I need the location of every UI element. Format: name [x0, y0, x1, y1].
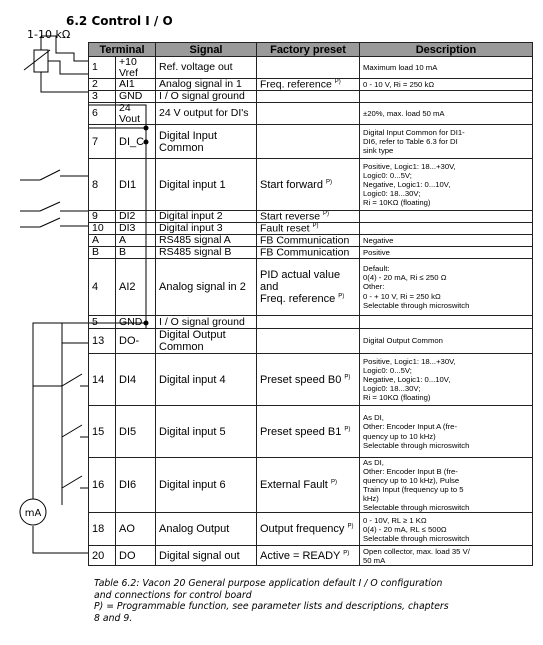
- table-row: [89, 458, 533, 513]
- factory-preset-cell: [257, 57, 360, 79]
- factory-preset-text: FB Communication: [260, 246, 350, 259]
- terminal-number: 6: [89, 103, 116, 125]
- programmable-mark: P): [326, 178, 333, 185]
- signal-cell: Digital input 6: [156, 458, 257, 513]
- description-cell: [360, 223, 533, 235]
- header-terminal: Terminal: [89, 43, 156, 57]
- terminal-name: +10 Vref: [116, 57, 156, 79]
- table-row: [89, 159, 533, 211]
- factory-preset-text: Preset speed B0: [260, 373, 342, 386]
- caption-line: Table 6.2: Vacon 20 General purpose application default I / O configuration: [94, 578, 443, 589]
- terminal-name: DI4: [116, 354, 156, 406]
- factory-preset-text: Freq. reference: [260, 78, 332, 91]
- programmable-mark: P): [338, 293, 345, 300]
- table-row: [89, 513, 533, 546]
- factory-preset-cell: [257, 329, 360, 354]
- description-cell: [360, 316, 533, 329]
- table-row: [89, 103, 533, 125]
- factory-preset-cell: [257, 513, 360, 546]
- caption-line: P) = Programmable function, see parameter lists and descriptions, chapters: [94, 601, 449, 613]
- description-cell: Negative: [360, 235, 533, 247]
- description-cell: 0 - 10V, RL ≥ 1 KΩ 0(4) - 20 mA, RL ≤ 500Ω Selectable through microswitch: [360, 513, 533, 546]
- terminal-number: A: [89, 235, 116, 247]
- factory-preset-cell: [257, 125, 360, 159]
- switch-di2: [40, 202, 60, 211]
- factory-preset-cell: [257, 159, 360, 211]
- factory-preset-text: Fault reset: [260, 222, 310, 235]
- description-cell: [360, 91, 533, 103]
- signal-cell: RS485 signal A: [156, 235, 257, 247]
- caption-line: 8 and 9.: [94, 612, 133, 624]
- programmable-mark: P): [323, 211, 330, 217]
- programmable-mark: P): [344, 373, 351, 380]
- table-row: [89, 91, 533, 103]
- factory-preset-cell: [257, 546, 360, 566]
- description-cell: Maximum load 10 mA: [360, 57, 533, 79]
- description-cell: 0 - 10 V, Ri = 250 kΩ: [360, 79, 533, 91]
- terminal-name: GND: [116, 91, 156, 103]
- terminal-name: AI1: [116, 79, 156, 91]
- terminal-number: 9: [89, 211, 116, 223]
- description-cell: Digital Input Common for DI1- DI6, refer to Table 6.3 for DI sink type: [360, 125, 533, 159]
- terminal-number: 15: [89, 406, 116, 458]
- terminal-name: AO: [116, 513, 156, 546]
- terminal-number: 1: [89, 57, 116, 79]
- factory-preset-text: Start reverse: [260, 210, 321, 223]
- programmable-mark: P): [312, 223, 319, 229]
- description-cell: Digital Output Common: [360, 329, 533, 354]
- description-cell: As DI, Other: Encoder Input B (fre- quency up to 10 kHz), Pulse Train Input (frequency up to 5 kHz) Selectable through microswitch: [360, 458, 533, 513]
- potentiometer-label: 1-10 kΩ: [27, 28, 71, 41]
- description-cell: Positive, Logic1: 18...+30V, Logic0: 0...5V; Negative, Logic1: 0...10V, Logic0: 18...30V; Ri = 10KΩ (floating): [360, 159, 533, 211]
- table-row: [89, 211, 533, 223]
- terminal-name: DO-: [116, 329, 156, 354]
- terminal-name: DI5: [116, 406, 156, 458]
- switch-di4: [62, 374, 82, 386]
- factory-preset-text: Preset speed B1: [260, 425, 342, 438]
- table-row: [89, 247, 533, 259]
- factory-preset-cell: [257, 458, 360, 513]
- terminal-number: 10: [89, 223, 116, 235]
- terminal-number: 8: [89, 159, 116, 211]
- table-row: [89, 354, 533, 406]
- terminal-name: 24 Vout: [116, 103, 156, 125]
- factory-preset-text: Output frequency: [260, 523, 345, 536]
- terminal-name: DI6: [116, 458, 156, 513]
- section-title: Control I / O: [91, 14, 173, 28]
- factory-preset-text: Start forward: [260, 178, 323, 191]
- switch-di5: [62, 425, 82, 437]
- signal-cell: Digital signal out: [156, 546, 257, 566]
- terminal-name: DI3: [116, 223, 156, 235]
- signal-cell: Digital input 1: [156, 159, 257, 211]
- factory-preset-cell: [257, 406, 360, 458]
- terminal-number: 13: [89, 329, 116, 354]
- factory-preset-cell: [257, 223, 360, 235]
- description-cell: Default: 0(4) - 20 mA, Ri ≤ 250 Ω Other: 0 - + 10 V, Ri = 250 kΩ Selectable through microswitch: [360, 259, 533, 316]
- signal-cell: I / O signal ground: [156, 91, 257, 103]
- signal-cell: Analog Output: [156, 513, 257, 546]
- factory-preset-cell: [257, 354, 360, 406]
- terminal-number: 4: [89, 259, 116, 316]
- factory-preset-cell: [257, 211, 360, 223]
- signal-cell: Analog signal in 2: [156, 259, 257, 316]
- table-row: [89, 316, 533, 329]
- factory-preset-text: FB Communication: [260, 234, 350, 247]
- factory-preset-cell: [257, 91, 360, 103]
- ammeter-label: mA: [24, 508, 42, 519]
- description-cell: Positive, Logic1: 18...+30V, Logic0: 0...5V; Negative, Logic1: 0...10V, Logic0: 18...30V; Ri = 10KΩ (floating): [360, 354, 533, 406]
- terminal-name: DI2: [116, 211, 156, 223]
- header-factory-preset: Factory preset: [257, 43, 360, 57]
- terminal-number: B: [89, 247, 116, 259]
- terminal-number: 7: [89, 125, 116, 159]
- signal-cell: I / O signal ground: [156, 316, 257, 329]
- terminal-number: 20: [89, 546, 116, 566]
- signal-cell: Ref. voltage out: [156, 57, 257, 79]
- signal-cell: Analog signal in 1: [156, 79, 257, 91]
- signal-cell: Digital input 5: [156, 406, 257, 458]
- table-row: [89, 125, 533, 159]
- table-row: [89, 406, 533, 458]
- switch-di1: [40, 170, 60, 180]
- header-description: Description: [360, 43, 533, 57]
- caption-line: and connections for control board: [94, 589, 252, 601]
- table-row: [89, 57, 533, 79]
- terminal-name: GND: [116, 316, 156, 329]
- terminal-number: 3: [89, 91, 116, 103]
- factory-preset-text: External Fault: [260, 479, 328, 492]
- table-header: [89, 43, 533, 57]
- table-row: [89, 329, 533, 354]
- signal-cell: Digital Output Common: [156, 329, 257, 354]
- terminal-number: 5: [89, 316, 116, 329]
- table-row: [89, 259, 533, 316]
- signal-cell: RS485 signal B: [156, 247, 257, 259]
- terminal-name: DO: [116, 546, 156, 566]
- factory-preset-cell: [257, 247, 360, 259]
- programmable-mark: P): [334, 79, 341, 85]
- terminal-number: 2: [89, 79, 116, 91]
- description-cell: Positive: [360, 247, 533, 259]
- factory-preset-cell: [257, 103, 360, 125]
- io-table: [88, 42, 533, 566]
- terminal-number: 14: [89, 354, 116, 406]
- factory-preset-cell: [257, 316, 360, 329]
- programmable-mark: P): [343, 550, 350, 557]
- section-number: 6.2: [66, 14, 88, 28]
- table-caption: [94, 578, 514, 624]
- factory-preset-cell: [257, 79, 360, 91]
- description-cell: [360, 211, 533, 223]
- terminal-name: DI1: [116, 159, 156, 211]
- terminal-name: AI2: [116, 259, 156, 316]
- terminal-number: 18: [89, 513, 116, 546]
- terminal-name: B: [116, 247, 156, 259]
- terminal-number: 16: [89, 458, 116, 513]
- table-row: [89, 79, 533, 91]
- switch-di3: [40, 218, 60, 227]
- description-cell: Open collector, max. load 35 V/ 50 mA: [360, 546, 533, 566]
- signal-cell: Digital input 2: [156, 211, 257, 223]
- table-row: [89, 546, 533, 566]
- factory-preset-text: PID actual value and Freq. reference: [260, 269, 341, 305]
- factory-preset-text: Active = READY: [260, 549, 341, 562]
- table-row: [89, 223, 533, 235]
- terminal-name: DI_C: [116, 125, 156, 159]
- signal-cell: Digital input 3: [156, 223, 257, 235]
- description-cell: As DI, Other: Encoder Input A (fre- quency up to 10 kHz) Selectable through microswitch: [360, 406, 533, 458]
- header-signal: Signal: [156, 43, 257, 57]
- switch-di6: [62, 476, 82, 488]
- programmable-mark: P): [330, 479, 337, 486]
- factory-preset-cell: [257, 259, 360, 316]
- programmable-mark: P): [344, 425, 351, 432]
- programmable-mark: P): [347, 523, 354, 530]
- description-cell: ±20%, max. load 50 mA: [360, 103, 533, 125]
- signal-cell: 24 V output for DI's: [156, 103, 257, 125]
- signal-cell: Digital input 4: [156, 354, 257, 406]
- factory-preset-cell: [257, 235, 360, 247]
- signal-cell: Digital Input Common: [156, 125, 257, 159]
- table-row: [89, 235, 533, 247]
- terminal-name: A: [116, 235, 156, 247]
